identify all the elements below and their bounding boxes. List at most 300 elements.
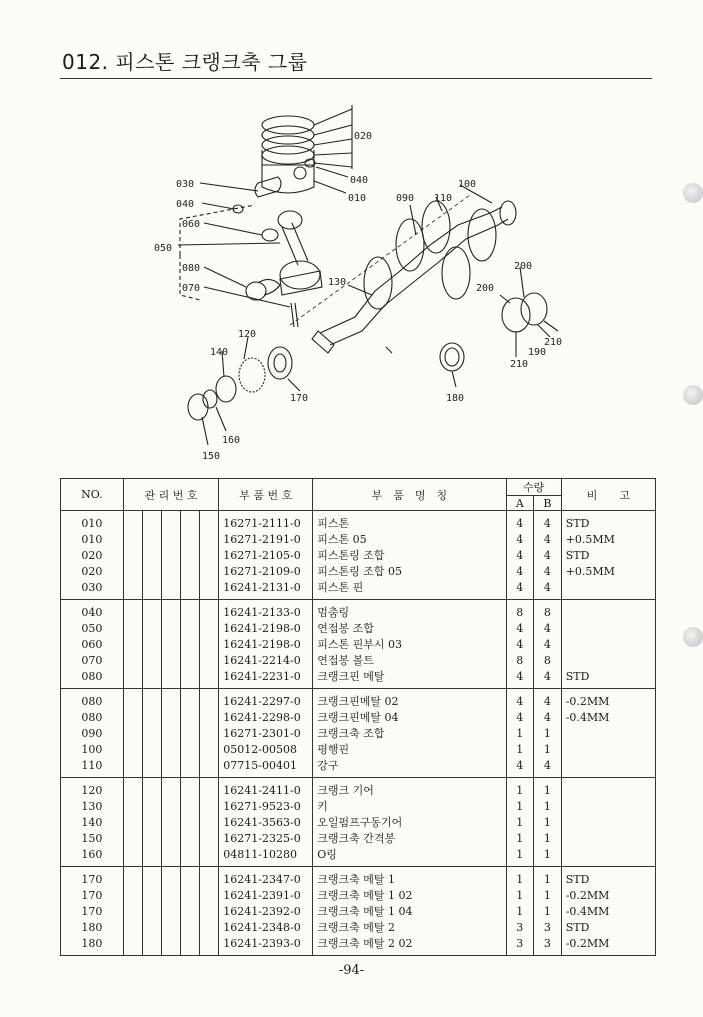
callout-060: 060 <box>182 219 201 230</box>
part-name: 크랭크축 메탈 1 02 <box>313 887 506 903</box>
remark: -0.4MM <box>561 709 655 725</box>
table-row <box>61 725 656 741</box>
part-ref-no: 080 <box>61 668 124 689</box>
mgmt-cell <box>123 668 142 689</box>
mgmt-cell <box>161 935 180 956</box>
part-number: 16241-3563-0 <box>219 814 313 830</box>
part-number: 16241-2298-0 <box>219 709 313 725</box>
table-row <box>61 636 656 652</box>
qty-a: 1 <box>506 887 534 903</box>
part-number: 16271-9523-0 <box>219 798 313 814</box>
part-ref-no: 120 <box>61 778 124 799</box>
part-ref-no: 020 <box>61 547 124 563</box>
mgmt-cell <box>161 725 180 741</box>
qty-a: 4 <box>506 547 534 563</box>
mgmt-cell <box>123 903 142 919</box>
remark: -0.2MM <box>561 935 655 956</box>
mgmt-cell <box>142 919 161 935</box>
part-number: 16241-2392-0 <box>219 903 313 919</box>
qty-b: 4 <box>534 709 562 725</box>
mgmt-cell <box>123 814 142 830</box>
part-name: 크랭크축 간격봉 <box>313 830 506 846</box>
part-name: 크랭크 기어 <box>313 778 506 799</box>
callout-160: 160 <box>222 435 241 446</box>
part-number: 16241-2198-0 <box>219 636 313 652</box>
part-number: 16271-2301-0 <box>219 725 313 741</box>
part-number: 16241-2348-0 <box>219 919 313 935</box>
part-ref-no: 140 <box>61 814 124 830</box>
mgmt-cell <box>161 830 180 846</box>
mgmt-cell <box>161 547 180 563</box>
remark: -0.2MM <box>561 887 655 903</box>
qty-a: 1 <box>506 867 534 888</box>
callout-120: 120 <box>238 329 257 340</box>
callout-030: 030 <box>176 179 195 190</box>
mgmt-cell <box>200 741 219 757</box>
mgmt-cell <box>200 867 219 888</box>
part-ref-no: 170 <box>61 903 124 919</box>
mgmt-cell <box>161 741 180 757</box>
part-name: 크랭크핀메탈 04 <box>313 709 506 725</box>
mgmt-cell <box>181 563 200 579</box>
part-ref-no: 180 <box>61 919 124 935</box>
mgmt-cell <box>200 846 219 867</box>
part-ref-no: 040 <box>61 600 124 621</box>
mgmt-cell <box>123 867 142 888</box>
remark: -0.2MM <box>561 689 655 710</box>
part-name: 크랭크핀 메탈 <box>313 668 506 689</box>
qty-a: 1 <box>506 741 534 757</box>
remark <box>561 652 655 668</box>
mgmt-cell <box>200 689 219 710</box>
mgmt-cell <box>142 741 161 757</box>
mgmt-cell <box>161 563 180 579</box>
title-rule <box>60 78 652 79</box>
mgmt-cell <box>181 579 200 600</box>
mgmt-cell <box>161 846 180 867</box>
part-number: 16241-2133-0 <box>219 600 313 621</box>
mgmt-cell <box>123 620 142 636</box>
part-name: 크랭크축 조합 <box>313 725 506 741</box>
part-ref-no: 010 <box>61 531 124 547</box>
mgmt-cell <box>142 511 161 532</box>
mgmt-cell <box>200 919 219 935</box>
mgmt-cell <box>181 600 200 621</box>
remark <box>561 600 655 621</box>
table-row <box>61 689 656 710</box>
mgmt-cell <box>181 741 200 757</box>
mgmt-cell <box>181 547 200 563</box>
part-name: 크랭크축 메탈 2 <box>313 919 506 935</box>
mgmt-cell <box>200 620 219 636</box>
table-row <box>61 903 656 919</box>
mgmt-cell <box>200 935 219 956</box>
mgmt-cell <box>161 511 180 532</box>
remark <box>561 636 655 652</box>
qty-a: 1 <box>506 778 534 799</box>
mgmt-cell <box>161 757 180 778</box>
callout-070: 070 <box>182 283 201 294</box>
qty-b: 1 <box>534 846 562 867</box>
mgmt-cell <box>161 531 180 547</box>
qty-b: 4 <box>534 689 562 710</box>
mgmt-cell <box>200 600 219 621</box>
header-quantity: 수량 <box>506 479 561 496</box>
qty-a: 4 <box>506 511 534 532</box>
table-row <box>61 778 656 799</box>
qty-a: 3 <box>506 919 534 935</box>
remark <box>561 798 655 814</box>
part-number: 05012-00508 <box>219 741 313 757</box>
part-number: 16271-2105-0 <box>219 547 313 563</box>
qty-b: 3 <box>534 935 562 956</box>
callout-110: 110 <box>434 193 453 204</box>
mgmt-cell <box>123 511 142 532</box>
remark <box>561 814 655 830</box>
mgmt-cell <box>142 600 161 621</box>
remark <box>561 620 655 636</box>
mgmt-cell <box>181 636 200 652</box>
callout-080: 080 <box>182 263 201 274</box>
part-name: 연접봉 볼트 <box>313 652 506 668</box>
mgmt-cell <box>142 668 161 689</box>
callout-200-lower: 200 <box>476 283 495 294</box>
qty-b: 4 <box>534 579 562 600</box>
part-number: 16241-2411-0 <box>219 778 313 799</box>
mgmt-cell <box>181 511 200 532</box>
remark <box>561 846 655 867</box>
part-ref-no: 170 <box>61 887 124 903</box>
remark: STD <box>561 547 655 563</box>
mgmt-cell <box>181 903 200 919</box>
remark <box>561 741 655 757</box>
mgmt-cell <box>161 867 180 888</box>
mgmt-cell <box>181 531 200 547</box>
mgmt-cell <box>123 757 142 778</box>
part-name: 키 <box>313 798 506 814</box>
part-ref-no: 030 <box>61 579 124 600</box>
part-ref-no: 070 <box>61 652 124 668</box>
part-name: 크랭크핀메탈 02 <box>313 689 506 710</box>
mgmt-cell <box>123 689 142 710</box>
exploded-parts-diagram <box>140 95 580 470</box>
qty-a: 1 <box>506 798 534 814</box>
mgmt-cell <box>181 620 200 636</box>
parts-table <box>60 478 656 956</box>
qty-a: 1 <box>506 814 534 830</box>
qty-b: 3 <box>534 919 562 935</box>
mgmt-cell <box>161 689 180 710</box>
mgmt-cell <box>123 579 142 600</box>
qty-a: 1 <box>506 903 534 919</box>
header-remarks: 비 고 <box>561 479 655 511</box>
mgmt-cell <box>200 903 219 919</box>
qty-b: 1 <box>534 903 562 919</box>
table-row <box>61 511 656 532</box>
part-name: 피스톤링 조합 05 <box>313 563 506 579</box>
mgmt-cell <box>123 919 142 935</box>
callout-210-right: 210 <box>544 337 563 348</box>
mgmt-cell <box>142 531 161 547</box>
table-row <box>61 547 656 563</box>
table-row <box>61 652 656 668</box>
part-name: 멈춤링 <box>313 600 506 621</box>
part-ref-no: 180 <box>61 935 124 956</box>
mgmt-cell <box>161 600 180 621</box>
mgmt-cell <box>181 725 200 741</box>
mgmt-cell <box>142 830 161 846</box>
mgmt-cell <box>161 652 180 668</box>
callout-150: 150 <box>202 451 221 462</box>
mgmt-cell <box>161 778 180 799</box>
callout-040-clip: 040 <box>176 199 195 210</box>
callout-200-upper: 200 <box>514 261 533 272</box>
mgmt-cell <box>142 709 161 725</box>
mgmt-cell <box>200 814 219 830</box>
part-name: 크랭크축 메탈 2 02 <box>313 935 506 956</box>
mgmt-cell <box>123 830 142 846</box>
table-row <box>61 600 656 621</box>
table-row <box>61 709 656 725</box>
mgmt-cell <box>200 778 219 799</box>
remark: STD <box>561 919 655 935</box>
part-name: 크랭크축 메탈 1 04 <box>313 903 506 919</box>
remark <box>561 778 655 799</box>
qty-b: 1 <box>534 887 562 903</box>
part-ref-no: 020 <box>61 563 124 579</box>
table-row <box>61 798 656 814</box>
mgmt-cell <box>200 511 219 532</box>
remark <box>561 757 655 778</box>
table-row <box>61 757 656 778</box>
header-qty-b: B <box>534 496 562 511</box>
qty-b: 1 <box>534 741 562 757</box>
binder-hole-middle <box>683 385 703 405</box>
mgmt-cell <box>200 709 219 725</box>
callout-130: 130 <box>328 277 347 288</box>
table-row <box>61 846 656 867</box>
mgmt-cell <box>181 652 200 668</box>
part-ref-no: 080 <box>61 689 124 710</box>
table-row <box>61 668 656 689</box>
qty-b: 4 <box>534 511 562 532</box>
mgmt-cell <box>181 709 200 725</box>
mgmt-cell <box>142 903 161 919</box>
qty-a: 4 <box>506 531 534 547</box>
part-number: 16271-2191-0 <box>219 531 313 547</box>
callout-010: 010 <box>348 193 367 204</box>
qty-b: 4 <box>534 547 562 563</box>
mgmt-cell <box>123 778 142 799</box>
part-ref-no: 110 <box>61 757 124 778</box>
header-management-no: 관 리 번 호 <box>123 479 219 511</box>
part-ref-no: 060 <box>61 636 124 652</box>
mgmt-cell <box>161 636 180 652</box>
mgmt-cell <box>142 887 161 903</box>
mgmt-cell <box>123 563 142 579</box>
mgmt-cell <box>200 757 219 778</box>
qty-a: 4 <box>506 757 534 778</box>
remark <box>561 725 655 741</box>
connecting-rod-drawing <box>246 211 322 327</box>
qty-a: 3 <box>506 935 534 956</box>
qty-b: 1 <box>534 725 562 741</box>
part-number: 16241-2214-0 <box>219 652 313 668</box>
part-name: 피스톤링 조합 <box>313 547 506 563</box>
table-row <box>61 919 656 935</box>
part-number: 07715-00401 <box>219 757 313 778</box>
callout-020: 020 <box>354 131 373 142</box>
part-number: 16271-2111-0 <box>219 511 313 532</box>
mgmt-cell <box>123 547 142 563</box>
mgmt-cell <box>200 830 219 846</box>
remark: STD <box>561 511 655 532</box>
part-name: 피스톤 핀 <box>313 579 506 600</box>
parts-table-body <box>61 511 656 956</box>
mgmt-cell <box>200 531 219 547</box>
mgmt-cell <box>181 846 200 867</box>
mgmt-cell <box>142 636 161 652</box>
part-name: 피스톤 핀부시 03 <box>313 636 506 652</box>
qty-b: 8 <box>534 600 562 621</box>
binder-hole-bottom <box>683 627 703 647</box>
page-number: -94- <box>338 963 365 978</box>
table-row <box>61 563 656 579</box>
qty-b: 1 <box>534 830 562 846</box>
remark: +0.5MM <box>561 531 655 547</box>
table-row <box>61 887 656 903</box>
mgmt-cell <box>142 579 161 600</box>
callout-100: 100 <box>458 179 477 190</box>
page-title: 012. 피스톤 크랭크축 그룹 <box>62 50 308 74</box>
mgmt-cell <box>181 830 200 846</box>
mgmt-cell <box>123 636 142 652</box>
mgmt-cell <box>200 798 219 814</box>
callout-040-ring: 040 <box>350 175 369 186</box>
callout-180: 180 <box>446 393 465 404</box>
qty-a: 1 <box>506 830 534 846</box>
callout-090: 090 <box>396 193 415 204</box>
qty-b: 4 <box>534 668 562 689</box>
part-ref-no: 150 <box>61 830 124 846</box>
qty-b: 8 <box>534 652 562 668</box>
qty-a: 4 <box>506 709 534 725</box>
part-ref-no: 090 <box>61 725 124 741</box>
qty-b: 1 <box>534 798 562 814</box>
remark: STD <box>561 867 655 888</box>
part-ref-no: 160 <box>61 846 124 867</box>
mgmt-cell <box>200 668 219 689</box>
mgmt-cell <box>123 725 142 741</box>
mgmt-cell <box>200 725 219 741</box>
mgmt-cell <box>142 757 161 778</box>
mgmt-cell <box>181 778 200 799</box>
mgmt-cell <box>200 547 219 563</box>
qty-b: 1 <box>534 814 562 830</box>
mgmt-cell <box>142 547 161 563</box>
part-ref-no: 130 <box>61 798 124 814</box>
mgmt-cell <box>123 531 142 547</box>
callout-140: 140 <box>210 347 229 358</box>
mgmt-cell <box>142 620 161 636</box>
remark: +0.5MM <box>561 563 655 579</box>
part-ref-no: 170 <box>61 867 124 888</box>
mgmt-cell <box>142 725 161 741</box>
qty-a: 4 <box>506 668 534 689</box>
mgmt-cell <box>181 867 200 888</box>
qty-b: 4 <box>534 636 562 652</box>
callout-170: 170 <box>290 393 309 404</box>
table-row <box>61 579 656 600</box>
mgmt-cell <box>161 887 180 903</box>
mgmt-cell <box>181 919 200 935</box>
mgmt-cell <box>142 689 161 710</box>
part-ref-no: 010 <box>61 511 124 532</box>
qty-b: 1 <box>534 778 562 799</box>
qty-a: 4 <box>506 620 534 636</box>
mgmt-cell <box>161 620 180 636</box>
part-number: 16241-2391-0 <box>219 887 313 903</box>
mgmt-cell <box>142 778 161 799</box>
mgmt-cell <box>181 798 200 814</box>
qty-b: 4 <box>534 563 562 579</box>
remark: -0.4MM <box>561 903 655 919</box>
mgmt-cell <box>181 814 200 830</box>
mgmt-cell <box>200 652 219 668</box>
mgmt-cell <box>181 935 200 956</box>
mgmt-cell <box>161 814 180 830</box>
table-row <box>61 935 656 956</box>
qty-a: 8 <box>506 652 534 668</box>
table-row <box>61 620 656 636</box>
remark <box>561 579 655 600</box>
remark: STD <box>561 668 655 689</box>
part-number: 16271-2109-0 <box>219 563 313 579</box>
qty-b: 4 <box>534 620 562 636</box>
part-number: 16241-2393-0 <box>219 935 313 956</box>
mgmt-cell <box>142 935 161 956</box>
part-number: 16241-2231-0 <box>219 668 313 689</box>
part-name: 피스톤 <box>313 511 506 532</box>
callout-190: 190 <box>528 347 547 358</box>
mgmt-cell <box>142 798 161 814</box>
part-ref-no: 050 <box>61 620 124 636</box>
mgmt-cell <box>161 798 180 814</box>
table-row <box>61 531 656 547</box>
remark <box>561 830 655 846</box>
part-number: 16271-2325-0 <box>219 830 313 846</box>
part-number: 16241-2198-0 <box>219 620 313 636</box>
mgmt-cell <box>142 846 161 867</box>
mgmt-cell <box>142 652 161 668</box>
header-qty-a: A <box>506 496 534 511</box>
mgmt-cell <box>123 709 142 725</box>
mgmt-cell <box>142 814 161 830</box>
mgmt-cell <box>123 935 142 956</box>
mgmt-cell <box>161 903 180 919</box>
part-number: 04811-10280 <box>219 846 313 867</box>
header-part-name: 부 품 명 칭 <box>313 479 506 511</box>
mgmt-cell <box>142 563 161 579</box>
qty-a: 1 <box>506 725 534 741</box>
mgmt-cell <box>200 579 219 600</box>
mgmt-cell <box>161 709 180 725</box>
qty-a: 4 <box>506 689 534 710</box>
mgmt-cell <box>123 741 142 757</box>
part-name: 피스톤 05 <box>313 531 506 547</box>
qty-a: 8 <box>506 600 534 621</box>
mgmt-cell <box>123 887 142 903</box>
